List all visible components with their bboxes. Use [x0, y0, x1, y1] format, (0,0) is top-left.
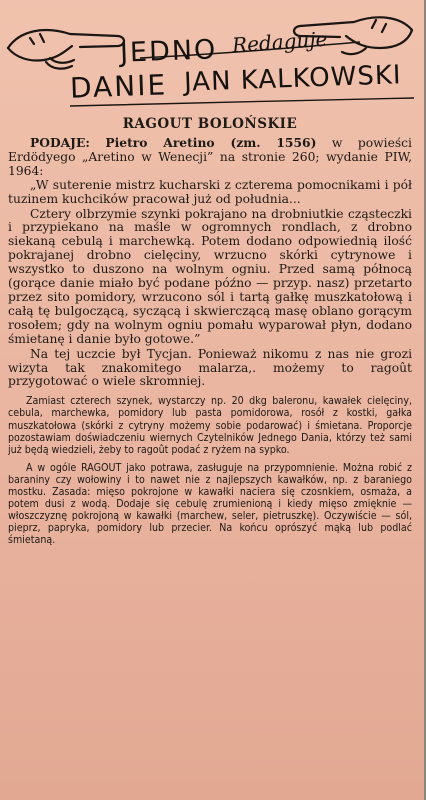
- article-title: RAGOUT BOLOŃSKIE: [122, 116, 298, 132]
- masthead-editor-label: Redaguje: [231, 26, 329, 58]
- quote-block: [8, 179, 412, 390]
- editor-notes: [8, 395, 412, 546]
- note-paragraph: Zamiast czterech szynek, wystarczy np. 20 dkg baleronu, kawałek cielęciny, cebula, marchewka, pomidory lub pasta pomidorowa, rosół z kostki, gałka muszkatołowa (skórki z cytryny możemy sobie podarować) i śmietana. Proporcje pozostawiam doświadczeniu wiernych Czytelników Jednego Dania, którzy też sami już będą wiedzieli, żeby to ragoût podać z ryżem na sypko.: [8, 395, 412, 456]
- masthead-word-jedno: JEDNO: [119, 34, 218, 69]
- masthead-editor-name: JAN KALKOWSKI: [183, 60, 403, 98]
- article-body: [8, 136, 412, 794]
- pointing-hand-left-icon: [8, 30, 124, 69]
- lead-source: w powieści Erdödyego „Aretino w Wenecji” na stronie 260; wydanie PIW, 1964:: [8, 136, 412, 178]
- masthead-word-danie: DANIE: [69, 68, 168, 105]
- masthead: [0, 0, 420, 108]
- quote-paragraph: Cztery olbrzymie szynki pokrajano na drobniutkie cząsteczki i przypiekano na maśle w ogromnych rondlach, z drobno siekaną cebulą i marchewką. Potem dodano odpowiednią ilość pokrajanej drobno cielęciny, wrzucno skórki cytrynowe i wszystko to duszono na wolnym ogniu. Przed samą północą (gorące danie miało być podane późno — przyp. nasz) przetarto przez sito pomidory, wrzucono sól i tartą gałkę muszkatołową i całą tę bulgoczącą, syczącą i skwierczącą masę oblano gorącym rosołem; gdy na wolnym ogniu pomału wyparował płyn, dodano śmietanę i danie było gotowe.”: [8, 206, 412, 346]
- quote-paragraph: Na tej uczcie był Tycjan. Ponieważ nikomu z nas nie grozi wizyta tak znakomitego malarza,. możemy to ragoût przygotować o wiele skromniej.: [8, 346, 412, 389]
- lead-author: Pietro Aretino (zm. 1556): [105, 136, 317, 150]
- quote-paragraph: „W suterenie mistrz kucharski z czterema pomocnikami i pół tuzinem kuchcików pracował już od południa...: [8, 177, 412, 206]
- lead-paragraph: [8, 136, 412, 179]
- lead-label: PODAJE:: [30, 136, 90, 150]
- note-paragraph: A w ogóle RAGOUT jako potrawa, zasługuje na przypomnienie. Można robić z baraniny czy wołowiny i to nawet nie z najlepszych kawałków, np. z baraniego mostku. Zasada: mięso pokrojone w kawałki naciera się czosnkiem, osmaża, a potem dusi z wodą. Dodaje się cebulę zrumienioną i kiedy mięso zmięknie — włoszczyznę pokrojoną w kawałki (marchew, seler, pietruszkę). Oczywiście — sól, pieprz, papryka, pomidory lub przecier. Na końcu oprószyć mąką lub podlać śmietaną.: [8, 461, 412, 547]
